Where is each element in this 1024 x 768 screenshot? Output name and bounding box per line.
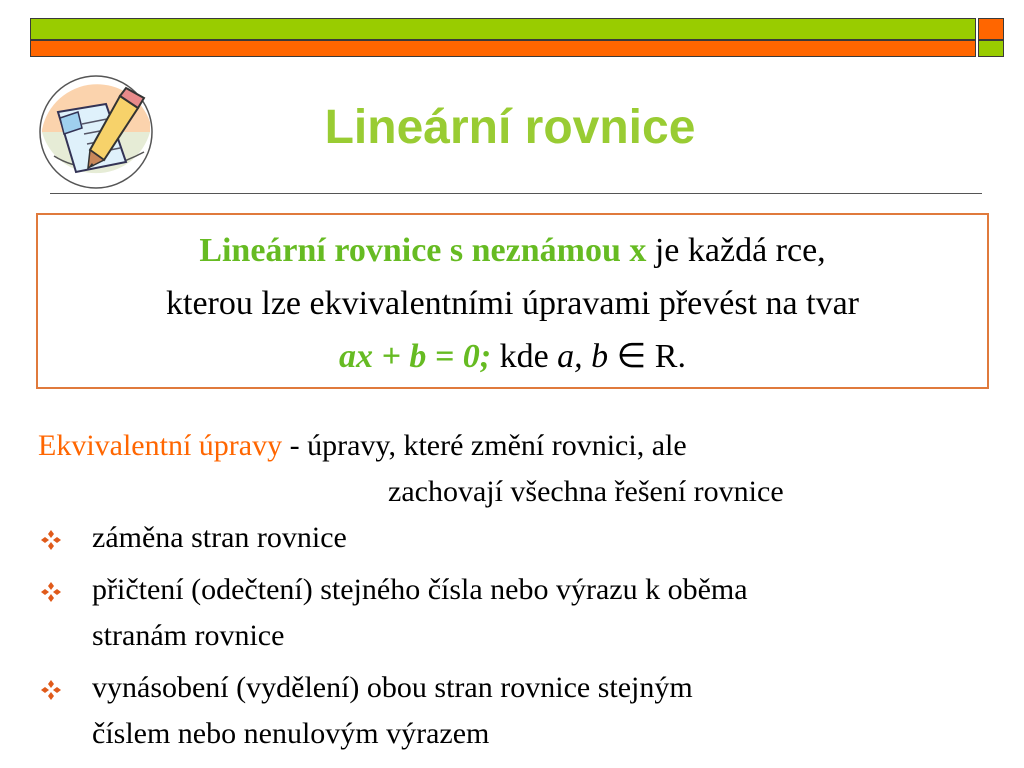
definition-formula: ax + b = 0;	[339, 338, 492, 375]
corner-square-orange	[978, 18, 1004, 40]
definition-vars: a, b	[557, 338, 609, 375]
definition-term: Lineární rovnice s neznámou x	[199, 232, 647, 269]
element-of-symbol: ∈	[608, 338, 655, 375]
title-divider	[50, 193, 982, 194]
equivalent-operations-line-1	[38, 422, 687, 470]
top-bar-orange	[30, 40, 976, 57]
list-item-text-line-1: vynásobení (vydělení) obou stran rovnice stejným	[92, 671, 693, 704]
definition-line1-rest: je každá rce,	[646, 232, 826, 269]
notepad-pencil-icon	[32, 68, 162, 190]
slide-title: Lineární rovnice	[324, 101, 696, 154]
definition-line-1	[38, 224, 987, 277]
four-diamond-bullet-icon	[40, 581, 62, 603]
list-item-text-line-2: číslem nebo nenulovým výrazem	[92, 717, 490, 750]
list-item	[40, 515, 1000, 561]
equivalent-desc-2: zachovají všechna řešení rovnice	[388, 475, 784, 508]
definition-box	[36, 213, 989, 389]
corner-square-green	[978, 40, 1004, 57]
equivalent-desc-1: - úpravy, které změní rovnici, ale	[282, 429, 687, 462]
equivalent-term: Ekvivalentní úpravy	[38, 429, 283, 462]
top-bar-green	[30, 18, 976, 40]
definition-kde: kde	[491, 338, 558, 375]
definition-line-3	[38, 330, 987, 383]
list-item-text-line-2: stranám rovnice	[92, 619, 285, 652]
definition-set: R.	[654, 338, 686, 375]
list-item	[40, 567, 1000, 659]
list-item-text: záměna stran rovnice	[92, 521, 347, 554]
four-diamond-bullet-icon	[40, 529, 62, 551]
four-diamond-bullet-icon	[40, 679, 62, 701]
definition-line-2: kterou lze ekvivalentními úpravami převést na tvar	[166, 285, 859, 322]
operations-list	[40, 515, 1000, 763]
list-item-text-line-1: přičtení (odečtení) stejného čísla nebo výrazu k oběma	[92, 573, 748, 606]
list-item	[40, 665, 1000, 757]
